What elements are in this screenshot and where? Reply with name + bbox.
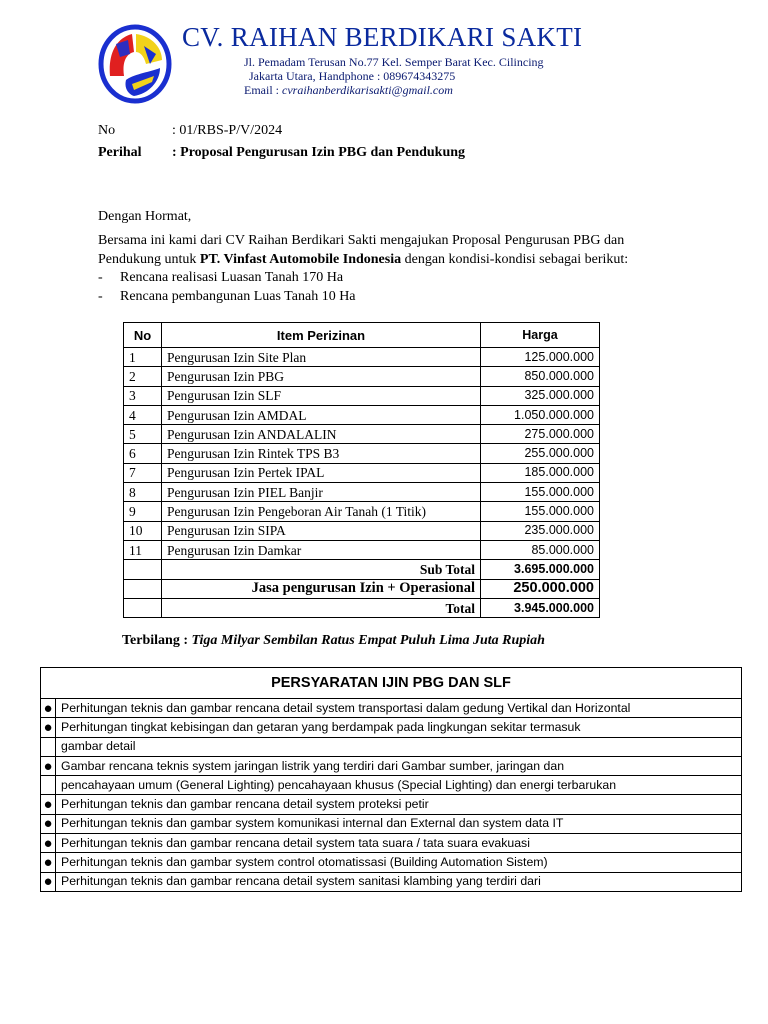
cell-item: Pengurusan Izin Damkar: [162, 540, 481, 559]
letter-subject: [98, 145, 465, 161]
table-row: [124, 521, 600, 540]
table-row: [41, 834, 742, 853]
cell-no: 9: [124, 502, 162, 521]
table-row: [41, 853, 742, 872]
cell-no: 3: [124, 386, 162, 405]
cell-item: Pengurusan Izin SLF: [162, 386, 481, 405]
table-row: [124, 463, 600, 482]
cell-no: 5: [124, 425, 162, 444]
requirement-text: Perhitungan teknis dan gambar rencana detail system proteksi petir: [56, 795, 742, 814]
requirement-text: Perhitungan teknis dan gambar rencana detail system sanitasi klambing yang terdiri dari: [56, 872, 742, 891]
requirements-title: PERSYARATAN IJIN PBG DAN SLF: [41, 668, 742, 699]
cell-item: Pengurusan Izin PBG: [162, 367, 481, 386]
table-row: [41, 795, 742, 814]
condition-text: Rencana pembangunan Luas Tanah 10 Ha: [120, 289, 356, 304]
requirement-text: Perhitungan teknis dan gambar rencana detail system transportasi dalam gedung Vertikal dan Horizontal: [56, 699, 742, 718]
client-company: PT. Vinfast Automobile Indonesia: [199, 251, 402, 267]
cell-price: 850.000.000: [481, 367, 600, 386]
letter-number: [98, 123, 282, 139]
letter-subject-label: Perihal: [98, 145, 142, 160]
table-header-row: [124, 323, 600, 348]
cell-no: 8: [124, 483, 162, 502]
company-phone: Jakarta Utara, Handphone : 089674343275: [249, 69, 456, 83]
bullet-icon: ●: [41, 872, 56, 891]
bullet-icon: ●: [41, 718, 56, 737]
bullet-icon: ●: [41, 795, 56, 814]
requirement-text: Perhitungan teknis dan gambar rencana detail system tata suara / tata suara evakuasi: [56, 834, 742, 853]
requirement-text: Perhitungan teknis dan gambar system komunikasi internal dan External dan system data IT: [56, 814, 742, 833]
cell-price: 185.000.000: [481, 463, 600, 482]
cell-price: 1.050.000.000: [481, 405, 600, 424]
requirements-table: [40, 667, 742, 892]
letter-body-part2: dengan kondisi-kondisi sebagai berikut:: [401, 251, 629, 267]
table-row: [124, 444, 600, 463]
list-item: - Rencana pembangunan Luas Tanah 10 Ha: [98, 289, 356, 304]
subtotal-row: [124, 560, 600, 579]
total-value: 3.945.000.000: [481, 598, 600, 617]
cell-price: 255.000.000: [481, 444, 600, 463]
letterhead: [64, 18, 704, 110]
company-name: CV. RAIHAN BERDIKARI SAKTI: [182, 22, 583, 52]
table-row: [124, 540, 600, 559]
cell-no: 10: [124, 521, 162, 540]
bullet-icon: ●: [41, 853, 56, 872]
cell-price: 155.000.000: [481, 502, 600, 521]
cell-item: Pengurusan Izin Site Plan: [162, 348, 481, 367]
bullet-icon: ●: [41, 756, 56, 775]
table-row: [41, 872, 742, 891]
requirement-text: Gambar rencana teknis system jaringan listrik yang terdiri dari Gambar sumber, jaringan dan: [56, 756, 742, 775]
letter-body: [98, 232, 658, 269]
requirement-text: Perhitungan tingkat kebisingan dan getaran yang berdampak pada lingkungan sekitar termasuk: [56, 718, 742, 737]
requirements-header-row: [41, 668, 742, 699]
table-row: [124, 367, 600, 386]
subtotal-value: 3.695.000.000: [481, 560, 600, 579]
cell-empty: [124, 598, 162, 617]
table-row: [41, 776, 742, 795]
total-row: [124, 598, 600, 617]
bullet-icon: ●: [41, 814, 56, 833]
bullet-icon: ●: [41, 834, 56, 853]
company-email-line: [244, 83, 453, 98]
letter-number-value: : 01/RBS-P/V/2024: [172, 123, 283, 138]
bullet-cell-empty: [41, 776, 56, 795]
cell-price: 155.000.000: [481, 483, 600, 502]
email-address: cvraihanberdikarisakti@gmail.com: [282, 83, 453, 97]
cell-no: 6: [124, 444, 162, 463]
amount-in-words-value: Tiga Milyar Sembilan Ratus Empat Puluh Lima Juta Rupiah: [191, 633, 545, 648]
amount-in-words-label: Terbilang :: [122, 633, 192, 648]
cell-empty: [124, 579, 162, 598]
letter-subject-value: : Proposal Pengurusan Izin PBG dan Pendukung: [172, 145, 466, 160]
cell-item: Pengurusan Izin AMDAL: [162, 405, 481, 424]
condition-text: Rencana realisasi Luasan Tanah 170 Ha: [120, 270, 344, 285]
table-row: [41, 737, 742, 756]
table-row: [41, 756, 742, 775]
table-row: [124, 483, 600, 502]
cell-item: Pengurusan Izin Pertek IPAL: [162, 463, 481, 482]
cell-price: 275.000.000: [481, 425, 600, 444]
cell-price: 325.000.000: [481, 386, 600, 405]
table-row: [124, 348, 600, 367]
service-fee-value: 250.000.000: [481, 579, 600, 598]
cell-item: Pengurusan Izin SIPA: [162, 521, 481, 540]
table-row: [41, 718, 742, 737]
table-row: [124, 386, 600, 405]
header-no: No: [124, 323, 162, 348]
table-row: [124, 405, 600, 424]
service-fee-row: [124, 579, 600, 598]
company-address: Jl. Pemadam Terusan No.77 Kel. Semper Barat Kec. Cilincing: [244, 55, 544, 69]
cell-no: 4: [124, 405, 162, 424]
table-row: [124, 425, 600, 444]
letter-body-part1: Bersama ini kami dari CV Raihan Berdikari Sakti mengajukan Proposal Pengurusan PBG dan Pendukung untuk: [98, 233, 625, 267]
subtotal-label: Sub Total: [162, 560, 481, 579]
conditions-list: [98, 268, 356, 306]
greeting: Dengan Hormat,: [98, 209, 192, 224]
total-label: Total: [162, 598, 481, 617]
table-row: [41, 814, 742, 833]
cell-item: Pengurusan Izin ANDALALIN: [162, 425, 481, 444]
table-row: [41, 699, 742, 718]
cost-table: [123, 322, 600, 618]
company-logo-icon: [98, 24, 172, 104]
bullet-icon: ●: [41, 699, 56, 718]
service-fee-label: Jasa pengurusan Izin + Operasional: [162, 579, 481, 598]
requirement-text: gambar detail: [56, 737, 742, 756]
cell-no: 7: [124, 463, 162, 482]
header-item: Item Perizinan: [162, 323, 481, 348]
cell-empty: [124, 560, 162, 579]
cell-item: Pengurusan Izin Rintek TPS B3: [162, 444, 481, 463]
cell-no: 2: [124, 367, 162, 386]
cell-no: 11: [124, 540, 162, 559]
cell-item: Pengurusan Izin Pengeboran Air Tanah (1 Titik): [162, 502, 481, 521]
bullet-cell-empty: [41, 737, 56, 756]
cell-price: 125.000.000: [481, 348, 600, 367]
amount-in-words: [122, 633, 545, 649]
cell-no: 1: [124, 348, 162, 367]
cell-item: Pengurusan Izin PIEL Banjir: [162, 483, 481, 502]
header-price: Harga: [481, 323, 600, 348]
letter-number-label: No: [98, 123, 116, 138]
cell-price: 85.000.000: [481, 540, 600, 559]
requirement-text: pencahayaan umum (General Lighting) pencahayaan khusus (Special Lighting) dan energi terbarukan: [56, 776, 742, 795]
table-row: [124, 502, 600, 521]
cell-price: 235.000.000: [481, 521, 600, 540]
email-label: Email :: [244, 83, 279, 97]
list-item: - Rencana realisasi Luasan Tanah 170 Ha: [98, 270, 344, 285]
requirement-text: Perhitungan teknis dan gambar system control otomatissasi (Building Automation Sistem): [56, 853, 742, 872]
